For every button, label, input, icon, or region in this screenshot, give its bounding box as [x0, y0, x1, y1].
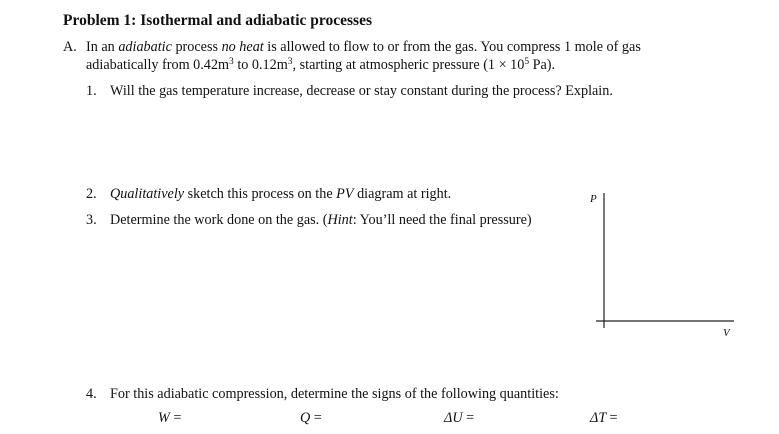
volume-initial-exponent: 3 — [229, 57, 234, 67]
work-symbol: W — [158, 410, 170, 426]
question-3-text-a: Determine the work done on the gas. ( — [110, 212, 328, 228]
question-4-text: For this adiabatic compression, determine the signs of the following quantities: — [110, 386, 559, 402]
question-1-number: 1. — [86, 83, 97, 99]
part-a-line-1-a: In an — [86, 39, 119, 55]
part-a-line-2-a: adiabatically from 0.42m — [86, 57, 230, 73]
internal-energy-equals: = — [466, 410, 475, 426]
pv-x-axis-label: V — [723, 327, 730, 339]
question-2-text-a: sketch this process on the — [184, 186, 337, 202]
work-equals: = — [173, 410, 182, 426]
pressure-exponent: 5 — [524, 57, 530, 67]
sign-heat — [300, 410, 322, 427]
problem-title: Problem 1: Isothermal and adiabatic processes — [63, 12, 372, 29]
internal-energy-symbol: ΔU — [444, 410, 463, 426]
question-2-pv: PV — [336, 186, 354, 202]
heat-equals: = — [313, 410, 322, 426]
pv-y-axis-label: P — [590, 193, 597, 205]
question-4-number: 4. — [86, 386, 97, 402]
part-a-line-1-e: is allowed to flow to or from the gas. You compress 1 mole of gas — [263, 39, 641, 55]
question-2-text-b: diagram at right. — [353, 186, 452, 202]
question-2-qualitatively: Qualitatively — [110, 186, 185, 202]
question-2-number: 2. — [86, 186, 97, 202]
sign-internal-energy — [444, 410, 474, 427]
part-a-line-1-c: process — [171, 39, 222, 55]
sign-work — [158, 410, 181, 427]
sign-temperature — [590, 410, 618, 427]
part-a-line-2-d: Pa). — [529, 57, 556, 73]
part-a-adiabatic-word: adiabatic — [118, 39, 172, 55]
temperature-equals: = — [609, 410, 618, 426]
question-3-text-b: : You’ll need the final pressure) — [352, 212, 532, 228]
question-3-number: 3. — [86, 212, 97, 228]
question-3-hint: Hint — [327, 212, 353, 228]
heat-symbol: Q — [300, 410, 311, 426]
volume-final-exponent: 3 — [287, 57, 293, 67]
part-a-no-heat: no heat — [221, 39, 264, 55]
temperature-symbol: ΔT — [590, 410, 606, 426]
question-1-text: Will the gas temperature increase, decrease or stay constant during the process? Explain. — [110, 83, 613, 99]
part-a-line-2-c: , starting at atmospheric pressure (1 × 10 — [292, 57, 525, 73]
part-a-line-2-b: to 0.12m — [233, 57, 288, 73]
part-a-letter: A. — [63, 39, 77, 55]
